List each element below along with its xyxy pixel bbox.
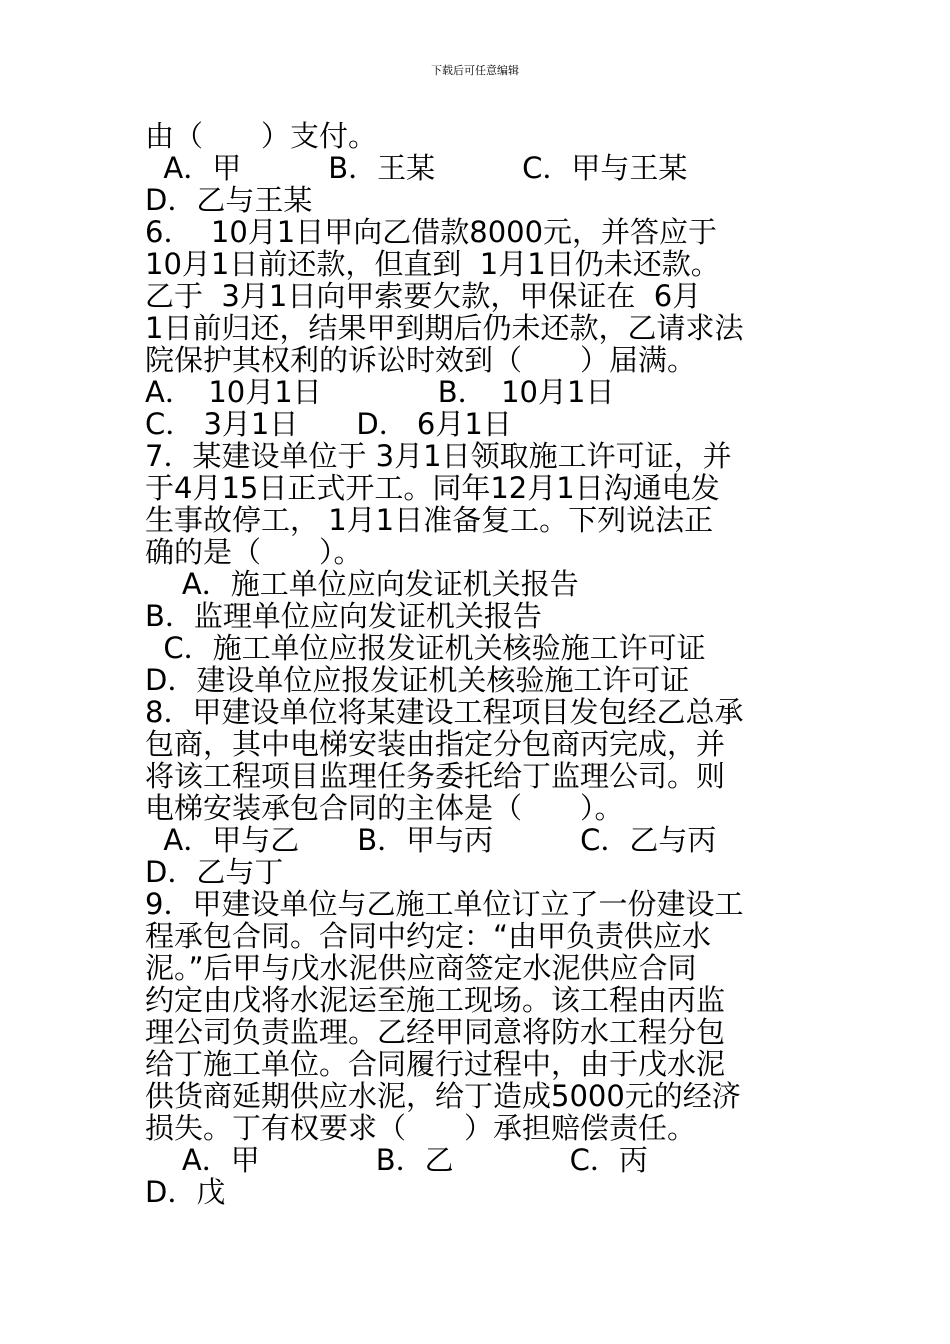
option-line: A．甲与乙 B．甲与丙 C．乙与丙 — [145, 823, 717, 857]
text-line: 理公司负责监理。乙经甲同意将防水工程分包 — [145, 1015, 726, 1049]
text-line: 约定由戊将水泥运至施工现场。该工程由丙监 — [145, 983, 726, 1017]
text-line: 10月1日前还款，但直到 1月1日仍未还款。 — [145, 247, 720, 281]
option-line: C． 3月1日 D． 6月1日 — [145, 407, 512, 441]
text-line: 院保护其权利的诉讼时效到（ ）届满。 — [145, 343, 697, 377]
text-line: 损失。丁有权要求（ ）承担赔偿责任。 — [145, 1111, 697, 1145]
question-8-line: 8．甲建设单位将某建设工程项目发包经乙总承 — [145, 695, 744, 729]
text-line: 于4月15日正式开工。同年12月1日沟通电发 — [145, 471, 720, 505]
option-line: A．甲 B．王某 C．甲与王某 — [145, 151, 688, 185]
option-line: D．乙与王某 — [145, 183, 313, 217]
text-line: 将该工程项目监理任务委托给丁监理公司。则 — [145, 759, 726, 793]
text-line: 确的是（ ）。 — [145, 535, 363, 569]
option-line: C．施工单位应报发证机关核验施工许可证 — [145, 631, 706, 665]
option-line: D．建设单位应报发证机关核验施工许可证 — [145, 663, 690, 697]
question-6-line: 6． 10月1日甲向乙借款8000元，并答应于 — [145, 215, 718, 249]
document-body — [145, 120, 807, 1208]
option-line: A．甲 B．乙 C．丙 — [145, 1143, 648, 1177]
question-7-line: 7．某建设单位于 3月1日领取施工许可证，并 — [145, 439, 732, 473]
text-line: 电梯安装承包合同的主体是（ ）。 — [145, 791, 624, 825]
text-line: 泥。”后甲与戊水泥供应商签定水泥供应合同 — [145, 951, 697, 985]
option-line: D．乙与丁 — [145, 855, 284, 889]
text-line: 给丁施工单位。合同履行过程中，由于戊水泥 — [145, 1047, 726, 1081]
text-line: 包商，其中电梯安装由指定分包商丙完成，并 — [145, 727, 726, 761]
text-line: 乙于 3月1日向甲索要欠款，甲保证在 6月 — [145, 279, 702, 313]
option-line: A． 10月1日 B． 10月1日 — [145, 375, 615, 409]
text-line: 供货商延期供应水泥，给丁造成5000元的经济 — [145, 1079, 741, 1113]
text-line: 由（ ）支付。 — [145, 119, 378, 153]
option-line: B．监理单位应向发证机关报告 — [145, 599, 542, 633]
page-header-note: 下载后可任意编辑 — [431, 64, 519, 77]
question-9-line: 9．甲建设单位与乙施工单位订立了一份建设工 — [145, 887, 744, 921]
text-line: 生事故停工， 1月1日准备复工。下列说法正 — [145, 503, 714, 537]
text-line: 1日前归还，结果甲到期后仍未还款，乙请求法 — [145, 311, 744, 345]
option-line: D．戊 — [145, 1175, 226, 1209]
option-line: A．施工单位应向发证机关报告 — [145, 567, 579, 601]
text-line: 程承包合同。合同中约定：“由甲负责供应水 — [145, 919, 712, 953]
